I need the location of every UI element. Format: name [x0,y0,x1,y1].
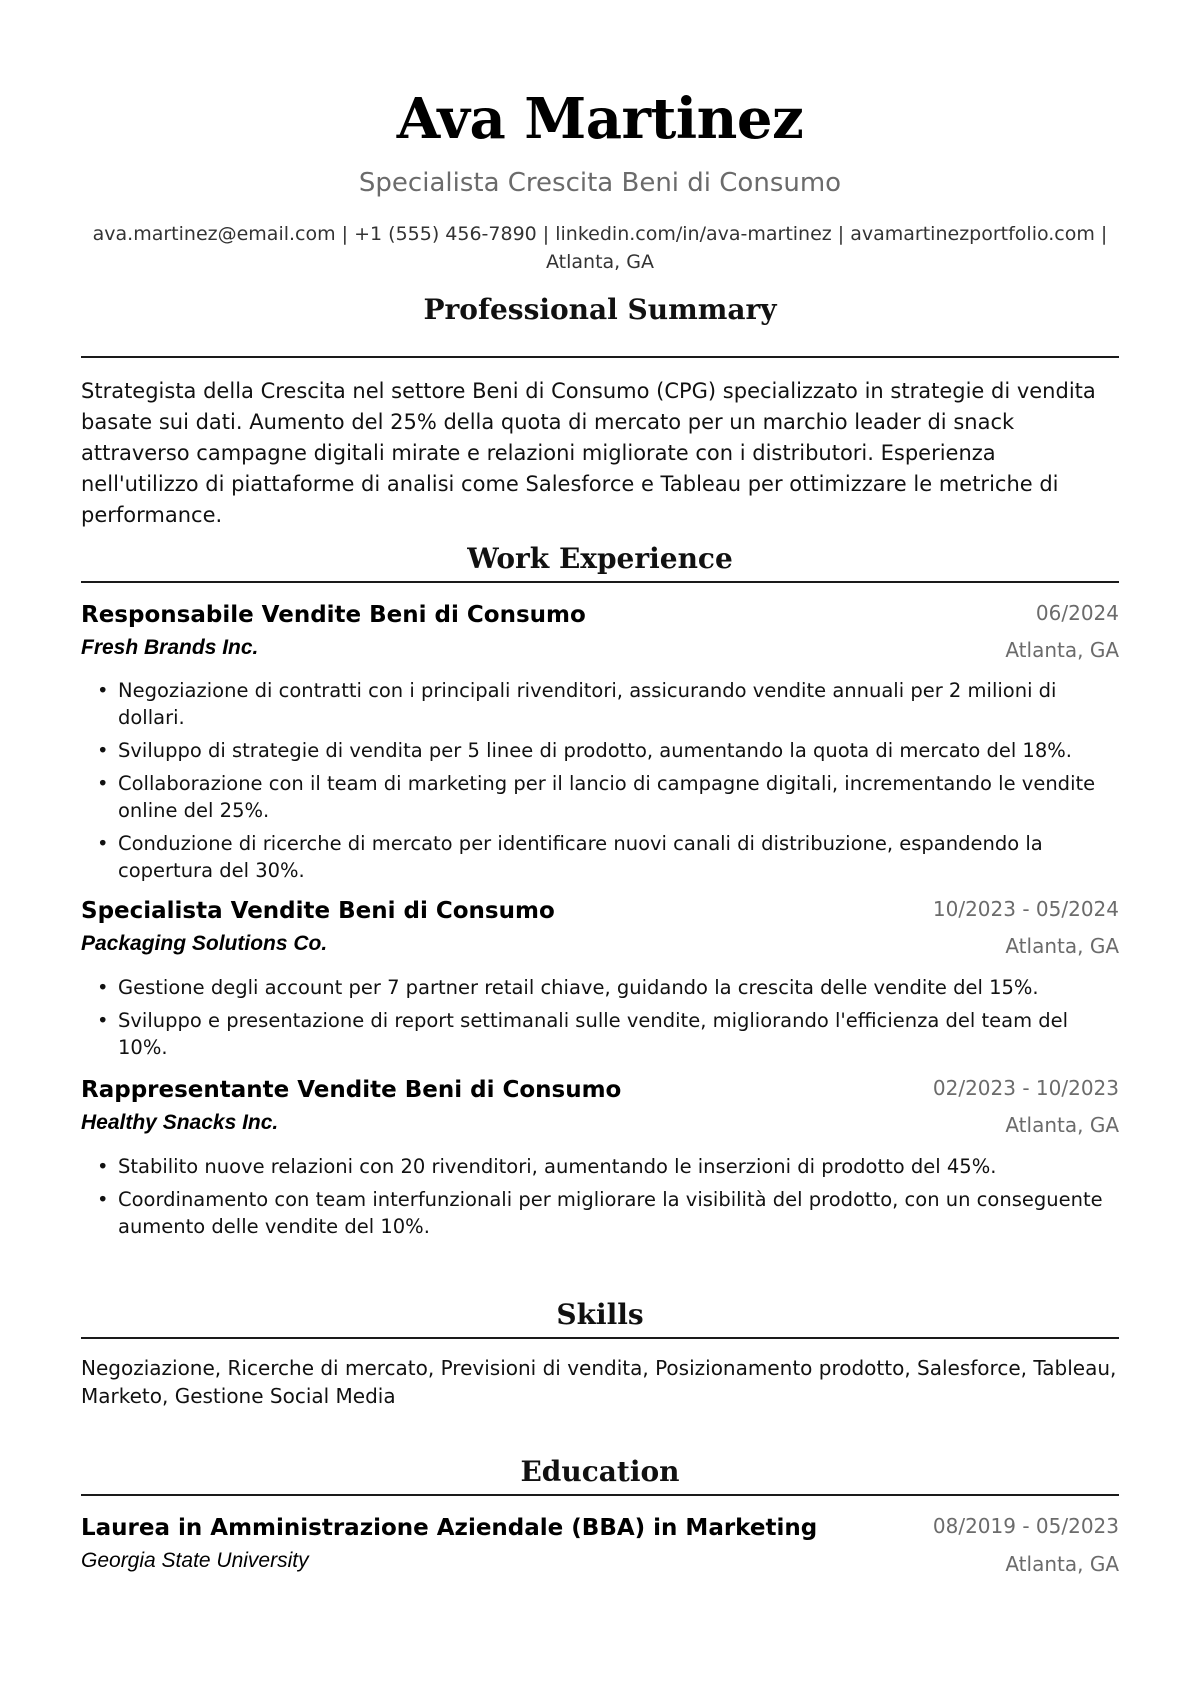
summary-heading: Professional Summary [423,293,777,326]
job-dates: 02/2023 - 10/2023 [932,1076,1119,1100]
contact-line-1: ava.martinez@email.com | +1 (555) 456-7890 | linkedin.com/in/ava-martinez | avamartinezportfolio.com | [92,223,1108,245]
job-bullet: • Stabilito nuove relazioni con 20 rivenditori, aumentando le inserzioni di prodotto del 45%. [81,1153,1119,1180]
job-bullet: • Negoziazione di contratti con i principali rivenditori, assicurando vendite annuali per 2 milioni di dollari. [81,677,1119,731]
job-dates: 06/2024 [1035,601,1119,625]
job-location: Atlanta, GA [1005,1113,1119,1137]
skills-divider [81,1337,1119,1339]
education-heading: Education [520,1455,680,1488]
contact-line-2: Atlanta, GA [546,251,654,273]
job-bullet: • Sviluppo di strategie di vendita per 5 linee di prodotto, aumentando la quota di mercato del 18%. [81,737,1119,764]
job-location: Atlanta, GA [1005,934,1119,958]
education-location: Atlanta, GA [1005,1552,1119,1576]
experience-divider [81,581,1119,583]
job-company: Fresh Brands Inc. [81,636,259,659]
skills-heading: Skills [556,1298,644,1331]
job-title: Specialista Vendite Beni di Consumo [81,898,555,924]
education-dates: 08/2019 - 05/2023 [932,1514,1119,1538]
job-title: Responsabile Vendite Beni di Consumo [81,602,586,628]
job-bullet: • Conduzione di ricerche di mercato per identificare nuovi canali di distribuzione, espandendo la copertura del 30%. [81,830,1119,884]
job-title: Rappresentante Vendite Beni di Consumo [81,1077,622,1103]
candidate-name: Ava Martinez [396,86,804,152]
summary-text: Strategista della Crescita nel settore Beni di Consumo (CPG) specializzato in strategie di vendita basate sui dati. Aumento del 25% della quota di mercato per un marchio leader di snack attraverso campagne digitali mirate e relazioni migliorate con i distributori. Esperienza nell'utilizzo di piattaforme di analisi come Salesforce e Tableau per ottimizzare le metriche di performance. [81,379,1096,527]
experience-heading: Work Experience [467,542,733,575]
job-dates: 10/2023 - 05/2024 [932,897,1119,921]
education-divider [81,1494,1119,1496]
job-company: Packaging Solutions Co. [81,932,328,955]
job-bullet: • Collaborazione con il team di marketing per il lancio di campagne digitali, incrementando le vendite online del 25%. [81,770,1119,824]
job-bullets [81,1153,1119,1246]
job-company: Healthy Snacks Inc. [81,1111,279,1134]
skills-text: Negoziazione, Ricerche di mercato, Previsioni di vendita, Posizionamento prodotto, Salesforce, Tableau, Marketo, Gestione Social Media [81,1356,1117,1408]
job-bullet: • Sviluppo e presentazione di report settimanali sulle vendite, migliorando l'efficienza del team del 10%. [81,1007,1119,1061]
degree-title: Laurea in Amministrazione Aziendale (BBA) in Marketing [81,1515,818,1541]
school-name: Georgia State University [81,1549,309,1572]
contact-info [81,220,1119,276]
job-location: Atlanta, GA [1005,638,1119,662]
job-bullet: • Gestione degli account per 7 partner retail chiave, guidando la crescita delle vendite del 15%. [81,974,1119,1001]
summary-divider [81,356,1119,358]
job-bullet: • Coordinamento con team interfunzionali per migliorare la visibilità del prodotto, con un conseguente aumento delle vendite del 10%. [81,1186,1119,1240]
candidate-title: Specialista Crescita Beni di Consumo [358,168,842,198]
job-bullets [81,677,1119,890]
job-bullets [81,974,1119,1067]
